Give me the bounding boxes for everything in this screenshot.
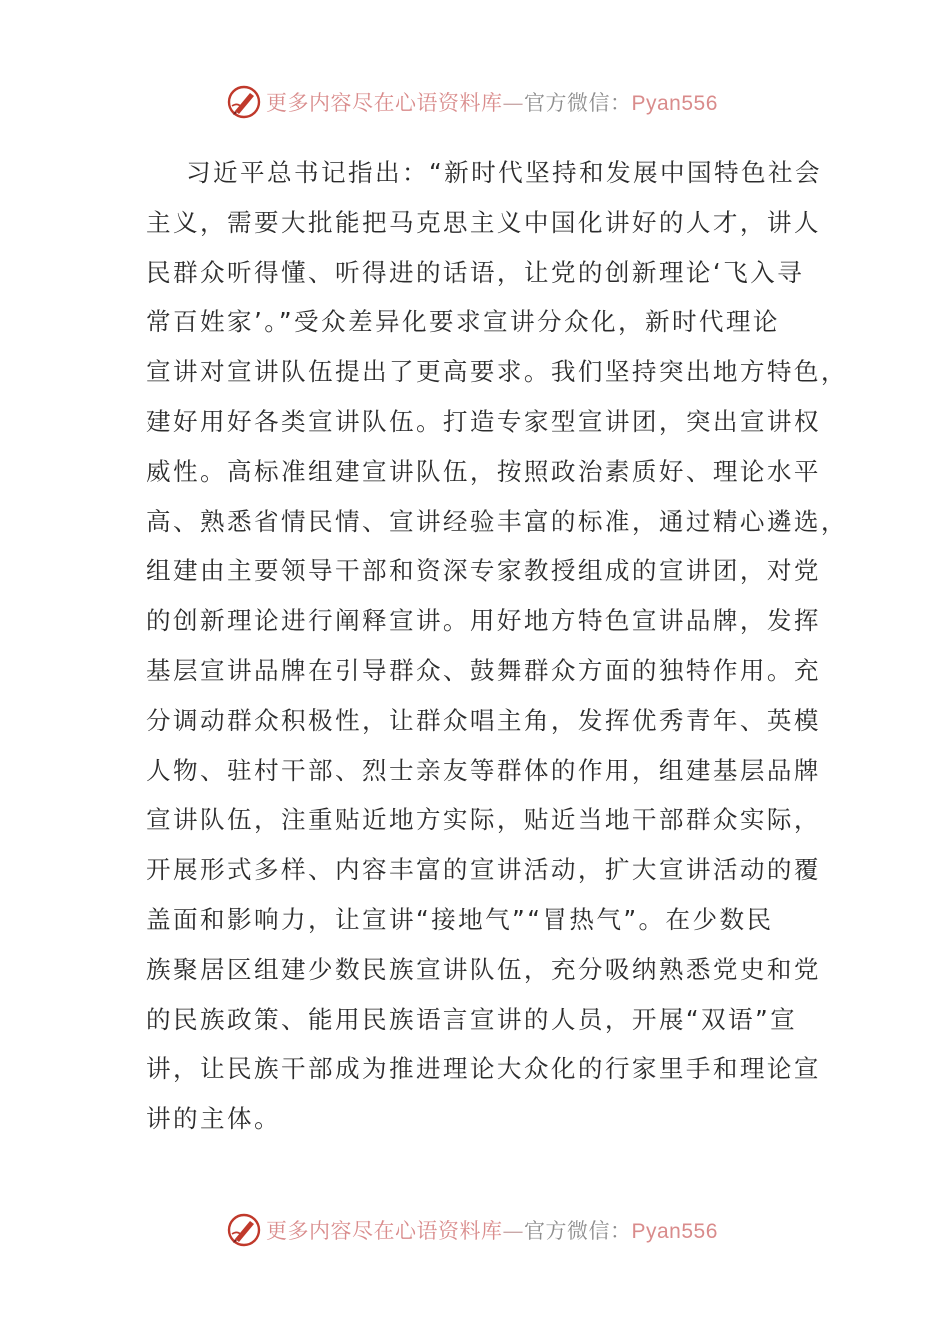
body-line: 建好用好各类宣讲队伍。打造专家型宣讲团，突出宣讲权 [146, 406, 821, 436]
body-line: 习近平总书记指出：“新时代坚持和发展中国特色社会 [186, 158, 822, 187]
footer-banner-label: 官方微信： [524, 1219, 632, 1243]
header-banner-text [266, 87, 718, 117]
pen-logo-icon [226, 1212, 262, 1248]
body-text [146, 148, 848, 1144]
body-line: 分调动群众积极性，让群众唱主角，发挥优秀青年、英模 [146, 705, 821, 735]
body-line: 宣讲对宣讲队伍提出了更高要求。我们坚持突出地方特色， [146, 357, 848, 387]
pen-logo-icon [226, 84, 262, 120]
body-line: 威性。高标准组建宣讲队伍，按照政治素质好、理论水平 [146, 456, 821, 486]
body-line: 盖面和影响力，让宣讲“接地气”“冒热气”。在少数民 [146, 904, 774, 934]
body-line: 的创新理论进行阐释宣讲。用好地方特色宣讲品牌，发挥 [146, 606, 821, 636]
body-line: 民群众听得懂、听得进的话语，让党的创新理论‘飞入寻 [146, 257, 805, 287]
body-line: 的民族政策、能用民族语言宣讲的人员，开展“双语”宣 [146, 1004, 798, 1034]
body-line: 人物、驻村干部、烈士亲友等群体的作用，组建基层品牌 [146, 755, 821, 785]
body-line: 主义，需要大批能把马克思主义中国化讲好的人才，讲人 [146, 207, 821, 237]
footer-banner-text [266, 1215, 718, 1245]
body-line: 讲，让民族干部成为推进理论大众化的行家里手和理论宣 [146, 1054, 821, 1084]
body-line: 组建由主要领导干部和资深专家教授组成的宣讲团，对党 [146, 556, 821, 586]
body-line: 开展形式多样、内容丰富的宣讲活动，扩大宣讲活动的覆 [146, 855, 821, 885]
body-line: 宣讲队伍，注重贴近地方实际，贴近当地干部群众实际， [146, 805, 821, 835]
header-banner-main: 更多内容尽在心语资料库 [266, 91, 503, 115]
header-banner-id: Pyan556 [631, 92, 718, 115]
header-banner-separator: — [502, 91, 524, 115]
footer-banner-main: 更多内容尽在心语资料库 [266, 1219, 503, 1243]
header-banner-label: 官方微信： [524, 91, 632, 115]
body-line: 高、熟悉省情民情、宣讲经验丰富的标准，通过精心遴选， [146, 506, 848, 536]
footer-banner [226, 1210, 718, 1250]
footer-banner-separator: — [502, 1219, 524, 1243]
header-banner [226, 82, 718, 122]
body-line: 基层宣讲品牌在引导群众、鼓舞群众方面的独特作用。充 [146, 655, 821, 685]
body-line: 讲的主体。 [146, 1104, 281, 1134]
footer-banner-id: Pyan556 [631, 1220, 718, 1243]
body-line: 族聚居区组建少数民族宣讲队伍，充分吸纳熟悉党史和党 [146, 954, 821, 984]
body-line: 常百姓家’。”受众差异化要求宣讲分众化，新时代理论 [146, 307, 780, 337]
